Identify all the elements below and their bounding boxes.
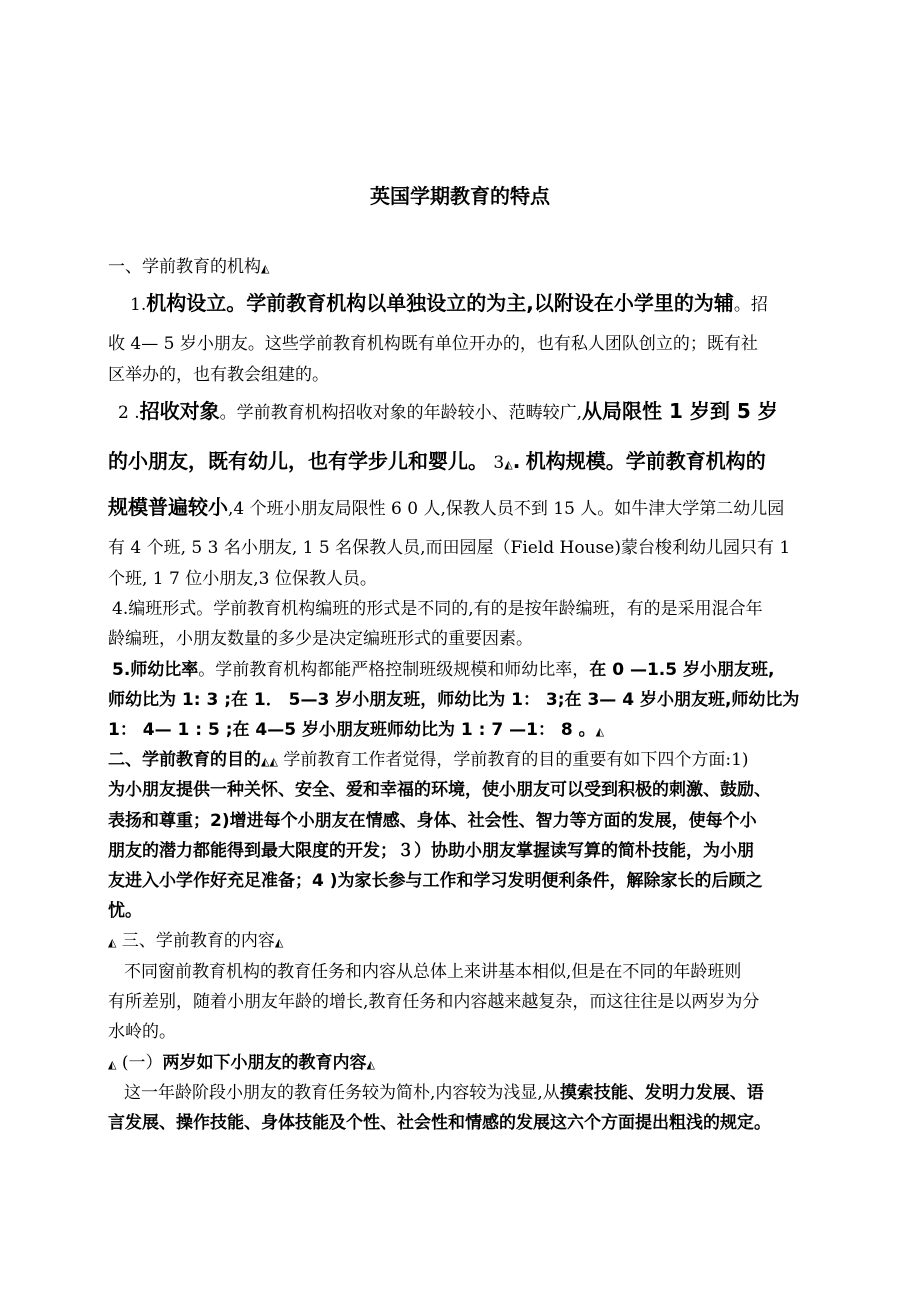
paragraph-mark-icon: ◭	[108, 936, 117, 949]
para-3-line-3: 个班, 1 7 位小朋友,3 位保教人员。	[108, 569, 377, 589]
section-3-line-1: 不同窗前教育机构的教育任务和内容从总体上来讲基本相似,但是在不同的年龄班则	[124, 962, 742, 982]
para-4-line-2: 龄编班，小朋友数量的多少是决定编班形式的重要因素。	[108, 629, 533, 649]
subsection-line-2: 言发展、操作技能、身体技能及个性、社会性和情感的发展这六个方面提出粗浅的规定。	[108, 1113, 771, 1133]
section-2-heading-line: 二、学前教育的目的◭◭ 学前教育工作者觉得，学前教育的目的重要有如下四个方面:1)	[108, 750, 749, 770]
para-5-line-2: 师幼比为 1: 3 ;在 1． 5—3 岁小朋友班，师幼比为 1： 3;在 3— 4 岁小朋友班,师幼比为	[108, 690, 800, 710]
paragraph-mark-icon: ◭	[261, 262, 270, 275]
paragraph-mark-icon: ◭	[595, 725, 605, 738]
subsection-heading: ◭ (一）两岁如下小朋友的教育内容◭	[108, 1053, 375, 1073]
paragraph-mark-icon: ◭	[366, 1058, 375, 1071]
para-3-line-2: 有 4 个班, 5 3 名小朋友, 1 5 名保教人员,而田园屋（Field House)蒙台梭利幼儿园只有 1	[108, 538, 791, 558]
section-2-line-2: 为小朋友提供一种关怀、安全、爱和幸福的环境，使小朋友可以受到积极的刺激、鼓励、	[108, 780, 771, 800]
paragraph-mark-icon: ◭	[261, 755, 270, 768]
para-2-line-2: 的小朋友，既有幼儿，也有学步儿和婴儿。 3◭. 机构规模。学前教育机构的	[108, 449, 766, 473]
para-2-line-1: 2 .招收对象。学前教育机构招收对象的年龄较小、范畴较广,从局限性 1 岁到 5 岁	[118, 399, 778, 423]
para-3-line-1: 规模普遍较小,4 个班小朋友局限性 6 0 人,保教人员不到 15 人。如牛津大学第二幼儿园	[108, 495, 785, 519]
section-3-heading: ◭ 三、学前教育的内容◭	[108, 931, 284, 951]
para-1-line-1: 1.机构设立。学前教育机构以单独设立的为主,以附设在小学里的为辅。招	[130, 291, 768, 315]
section-2-line-4: 朋友的潜力都能得到最大限度的开发；３）协助小朋友掌握读写算的简朴技能，为小朋	[108, 841, 754, 861]
para-5-line-3: 1： 4— 1 : 5 ;在 4—5 岁小朋友班师幼比为 1 : 7 —1： 8 。◭	[108, 720, 605, 740]
para-5-line-1: 5.师幼比率。学前教育机构都能严格控制班级规模和师幼比率，在 0 —1.5 岁小朋友班,	[112, 660, 775, 680]
section-1-heading: 一、学前教育的机构◭	[108, 257, 270, 277]
paragraph-mark-icon: ◭	[274, 936, 284, 949]
section-2-line-5: 友进入小学作好充足准备；4 )为家长参与工作和学习发明便利条件，解除家长的后顾之	[108, 871, 763, 891]
section-3-line-2: 有所差别，随着小朋友年龄的增长,教育任务和内容越来越复杂，而这往往是以两岁为分	[108, 992, 760, 1012]
paragraph-mark-icon: ◭	[108, 1058, 117, 1071]
page-title: 英国学期教育的特点	[370, 184, 550, 208]
paragraph-mark-icon: ◭	[504, 458, 513, 471]
section-2-line-6: 忧。	[108, 901, 142, 921]
section-3-line-3: 水岭的。	[108, 1022, 176, 1042]
subsection-line-1: 这一年龄阶段小朋友的教育任务较为简朴,内容较为浅显,从摸索技能、发明力发展、语	[124, 1083, 764, 1103]
para-1-line-2: 收 4— 5 岁小朋友。这些学前教育机构既有单位开办的，也有私人团队创立的；既有社	[108, 334, 758, 354]
para-1-line-3: 区举办的，也有教会组建的。	[108, 365, 329, 385]
paragraph-mark-icon: ◭	[269, 755, 278, 768]
section-2-line-3: 表扬和尊重；2)增进每个小朋友在情感、身体、社会性、智力等方面的发展，使每个小	[108, 811, 757, 831]
para-4-line-1: 4.编班形式。学前教育机构编班的形式是不同的,有的是按年龄编班，有的是采用混合年	[112, 599, 763, 619]
